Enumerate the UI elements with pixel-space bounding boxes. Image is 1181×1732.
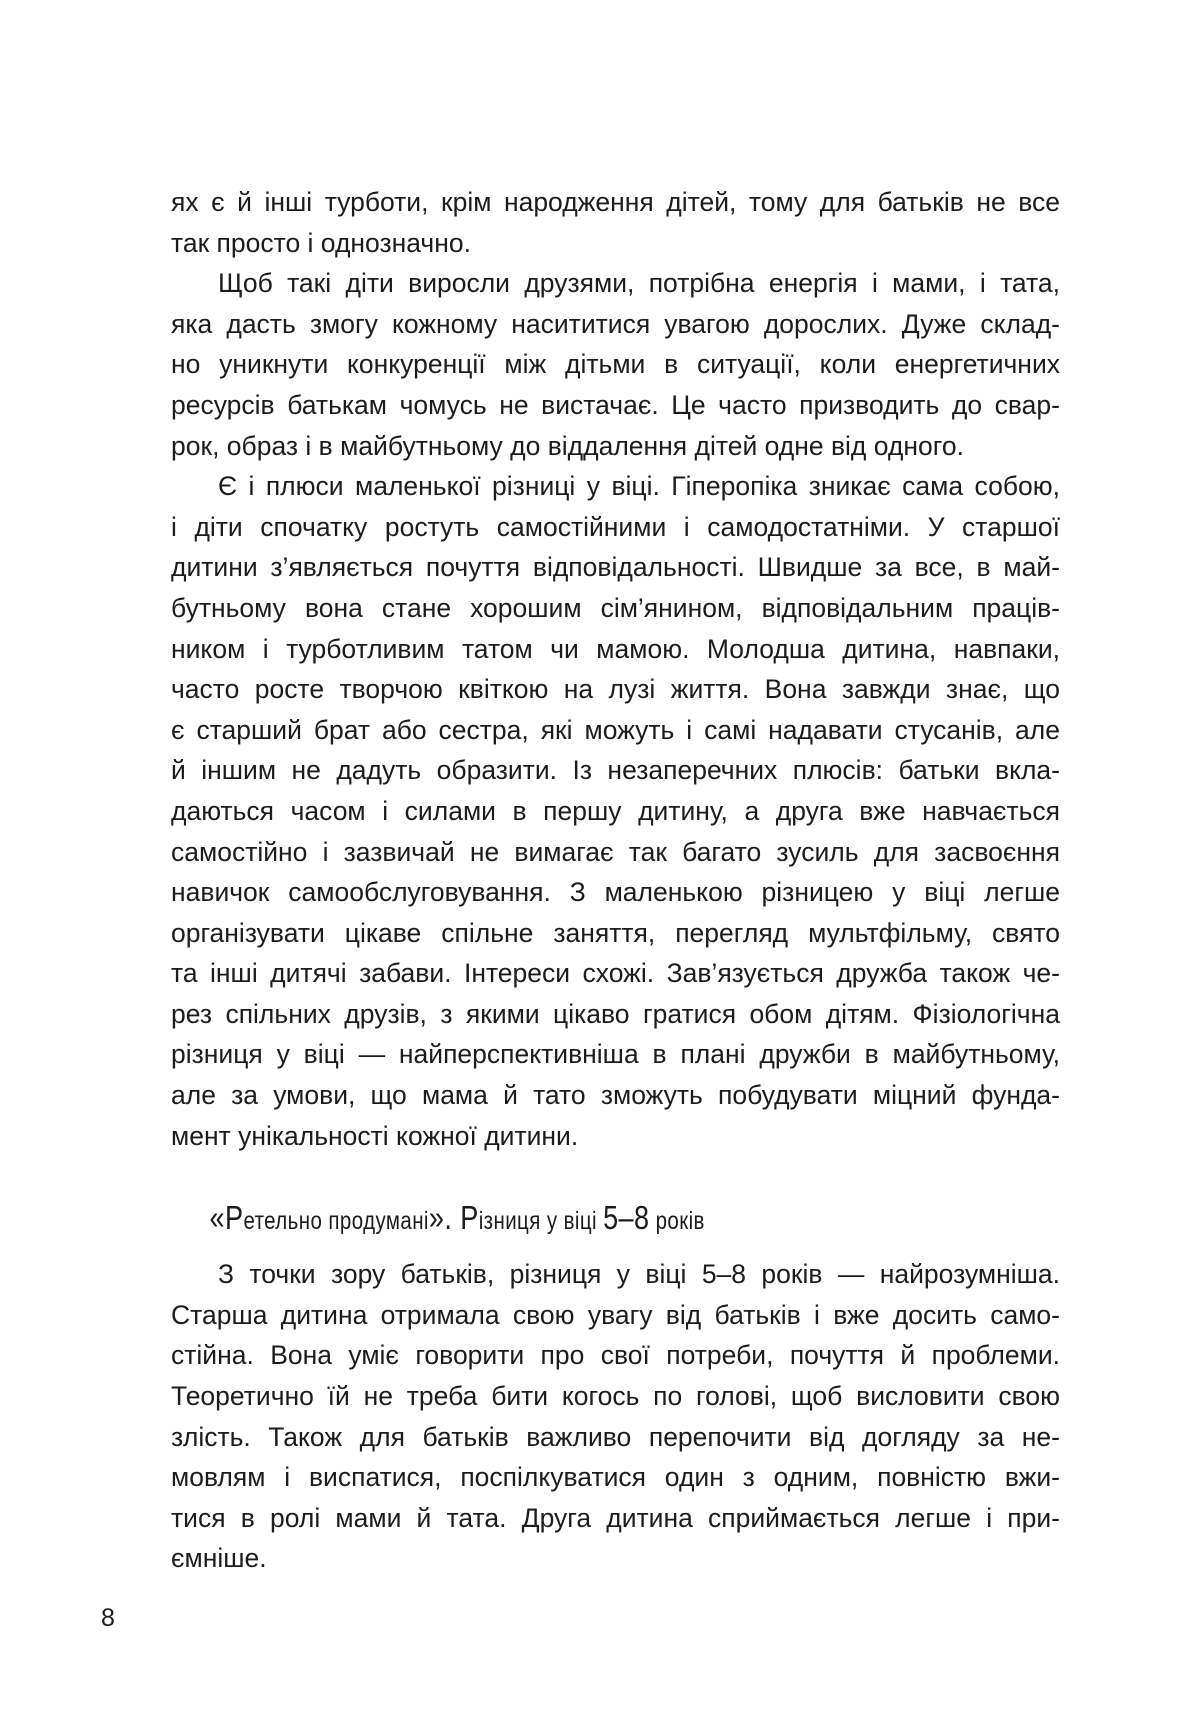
heading-cap-2: Р (460, 1199, 479, 1237)
text-line: так просто і однозначно. (171, 227, 471, 258)
paragraph-2 (171, 263, 1060, 466)
heading-close-quote: ». (428, 1199, 461, 1237)
paragraph-4 (171, 1254, 1060, 1579)
text-line: дитини з’являється почуття відповідальності. Швидше за все, в май- (171, 552, 1060, 583)
text-line: ях є й інші турботи, крім народження дітей, тому для батьків не все (171, 187, 1060, 217)
paragraph-1 (171, 182, 1060, 263)
section-heading (171, 1190, 900, 1246)
heading-open-quote: « (209, 1199, 226, 1237)
heading-smallcaps-3: років (649, 1207, 705, 1236)
text-line: часто росте творчою квіткою на лузі життя. Вона завжди знає, що (171, 674, 1060, 705)
text-line: яка дасть змогу кожному насититися увагою дорослих. Дуже склад- (171, 308, 1060, 339)
text-line: злість. Також для батьків важливо перепочити від догляду за не- (171, 1421, 1060, 1452)
text-line: Є і плюси маленької різниці у віці. Гіперопіка зникає сама собою, (218, 471, 1060, 502)
text-line: бутньому вона стане хорошим сім’янином, відповідальним праців- (171, 592, 1060, 623)
text-line: рок, образ і в майбутньому до віддалення дітей одне від одного. (171, 430, 964, 461)
text-line: організувати цікаве спільне заняття, перегляд мультфільму, свято (171, 917, 1060, 948)
page-number: 8 (101, 1604, 115, 1632)
text-line: даються часом і силами в першу дитину, а друга вже навчається (171, 795, 1060, 826)
text-line: Теоретично їй не треба бити когось по голові, щоб висловити свою (171, 1381, 1060, 1412)
heading-smallcaps-1: етельно продумані (243, 1207, 429, 1236)
text-line: ником і турботливим татом чи мамою. Молодша дитина, навпаки, (171, 633, 1060, 664)
text-line: рез спільних друзів, з якими цікаво гратися обом дітям. Фізіологічна (171, 998, 1060, 1029)
heading-smallcaps-2: ізниця у віці (478, 1207, 604, 1236)
text-line: З точки зору батьків, різниця у віці 5–8 років — найрозумніша. (218, 1259, 1060, 1290)
text-line: різниця у віці — найперспективніша в плані дружби в майбутньому, (171, 1039, 1060, 1070)
text-line: навичок самообслуговування. З маленькою різницею у віці легше (171, 877, 1060, 908)
heading-cap-1: Р (225, 1199, 244, 1237)
text-line: і діти спочатку ростуть самостійними і самодостатніми. У старшої (171, 511, 1060, 542)
text-line: ресурсів батькам чомусь не вистачає. Це часто призводить до свар- (171, 389, 1060, 420)
text-line: самостійно і зазвичай не вимагає так багато зусиль для засвоєння (171, 836, 1060, 867)
text-line: но уникнути конкуренції між дітьми в ситуації, коли енергетичних (171, 349, 1060, 380)
paragraph-3 (171, 466, 1060, 1156)
heading-range: 5–8 (603, 1199, 650, 1237)
body-text (171, 182, 1060, 1579)
text-line: але за умови, що мама й тато зможуть побудувати міцний фунда- (171, 1080, 1060, 1111)
text-line: Старша дитина отримала свою увагу від батьків і вже досить само- (171, 1299, 1060, 1330)
text-line: Щоб такі діти виросли друзями, потрібна енергія і мами, і тата, (218, 268, 1060, 299)
text-line: стійна. Вона уміє говорити про свої потреби, почуття й проблеми. (171, 1340, 1060, 1371)
text-line: та інші дитячі забави. Інтереси схожі. Зав’язується дружба також че- (171, 958, 1060, 989)
text-line: й іншим не дадуть образити. Із незаперечних плюсів: батьки вкла- (171, 755, 1060, 786)
text-line: мент унікальності кожної дитини. (171, 1120, 579, 1151)
text-line: тися в ролі мами й тата. Друга дитина сприймається легше і при- (171, 1502, 1060, 1533)
text-line: ємніше. (171, 1543, 267, 1574)
text-line: є старший брат або сестра, які можуть і самі надавати стусанів, але (171, 714, 1060, 745)
text-line: мовлям і виспатися, поспілкуватися один з одним, повністю вжи- (171, 1462, 1060, 1493)
